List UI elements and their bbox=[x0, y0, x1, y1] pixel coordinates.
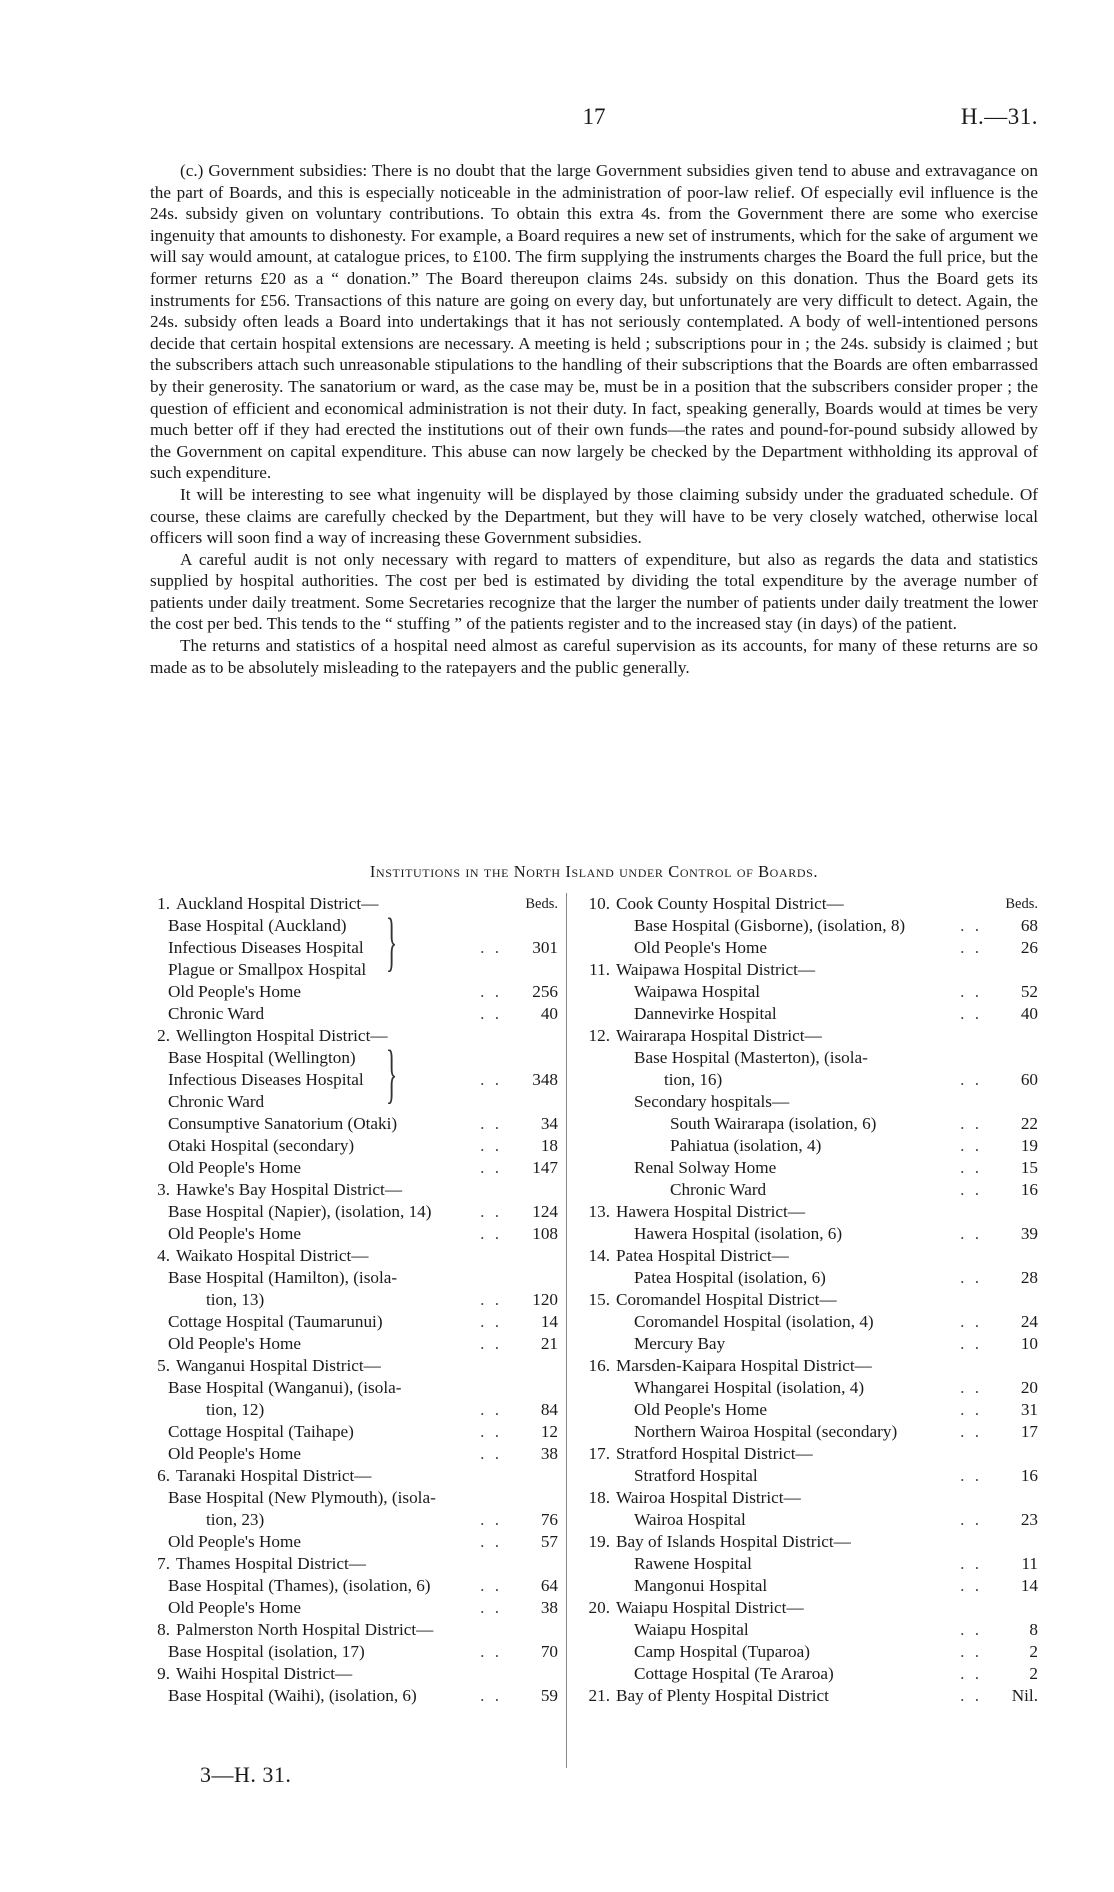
institution-row bbox=[140, 915, 558, 937]
institution-row bbox=[140, 1311, 558, 1333]
institution-row bbox=[580, 1575, 1038, 1597]
institution-name: Patea Hospital (isolation, 6) bbox=[634, 1268, 826, 1287]
bed-count: 12 bbox=[540, 1422, 558, 1441]
institution-name: Waiapu Hospital bbox=[634, 1620, 749, 1639]
district-number: 7. bbox=[157, 1554, 170, 1573]
bed-count: 19 bbox=[1020, 1136, 1038, 1155]
bed-count: 256 bbox=[532, 982, 558, 1001]
institution-name: Cottage Hospital (Te Araroa) bbox=[634, 1664, 834, 1683]
institution-row bbox=[580, 1047, 1038, 1069]
bed-count: 124 bbox=[532, 1202, 558, 1221]
institution-row bbox=[140, 1509, 558, 1531]
institution-row bbox=[580, 1223, 1038, 1245]
institution-row bbox=[140, 1223, 558, 1245]
institution-name: Old People's Home bbox=[634, 1400, 767, 1419]
institution-row bbox=[140, 1685, 558, 1707]
institution-name: Base Hospital (Gisborne), (isolation, 8) bbox=[634, 916, 906, 935]
district-name: Bay of Plenty Hospital District bbox=[616, 1686, 829, 1705]
grouping-brace: } bbox=[386, 905, 398, 978]
bed-count: 76 bbox=[540, 1510, 558, 1529]
leader-dots: . . bbox=[960, 1334, 982, 1353]
bed-count: 14 bbox=[540, 1312, 558, 1331]
leader-dots: . . bbox=[480, 1114, 502, 1133]
institution-name: Old People's Home bbox=[168, 1334, 301, 1353]
bed-count: 38 bbox=[540, 1598, 558, 1617]
district-name: Coromandel Hospital District— bbox=[616, 1290, 837, 1309]
paragraph: (c.) Government subsidies: There is no doubt that the large Government subsidies given tend to abuse and extravagance on the part of Boards, and this is especially noticeable in the administration of poor-law relief. Of especially evil influence is the 24s. subsidy given on voluntary contributions. To obtain this extra 4s. from the Government there are some who exercise ingenuity that amounts to dishonesty. For example, a Board requires a new set of instruments, which for the sake of argument we will say would amount, at catalogue prices, to £100. The firm supplying the instruments charges the Board the full price, but the former returns £20 as a “ donation.” The Board thereupon claims 24s. subsidy on this donation. Thus the Board gets its instruments for £56. Transactions of this nature are going on every day, but unfortunately are very difficult to detect. Again, the 24s. subsidy often leads a Board into undertakings that it has not seriously contemplated. A body of well-intentioned persons decide that certain hospital extensions are necessary. A meeting is held ; subscriptions pour in ; the 24s. subsidy is claimed ; but the subscribers attach such unreasonable stipulations to the handling of their subscriptions that the Boards are often embarrassed by their generosity. The sanatorium or ward, as the case may be, must be in a position that the subscribers consider proper ; the question of efficient and economical administration is not their duty. In fact, speaking generally, Boards would at times be very much better off if they had erected the institutions out of their own funds—the rates and pound-for-pound subsidy allowed by the Government on capital expenditure. This abuse can now largely be checked by the Department withholding its approval of such expenditure. bbox=[150, 161, 1038, 483]
district-number: 19. bbox=[588, 1532, 610, 1551]
institution-name: Stratford Hospital bbox=[634, 1466, 758, 1485]
leader-dots: . . bbox=[480, 1576, 502, 1595]
district-row bbox=[580, 893, 1038, 915]
bed-count: 17 bbox=[1020, 1422, 1038, 1441]
leader-dots: . . bbox=[960, 1004, 982, 1023]
bed-count: 14 bbox=[1020, 1576, 1038, 1595]
leader-dots: . . bbox=[480, 1598, 502, 1617]
paragraph: A careful audit is not only necessary with regard to matters of expenditure, but also as regards the data and statistics supplied by hospital authorities. The cost per bed is estimated by dividing the total expenditure by the average number of patients under daily treatment. Some Secretaries recognize that the larger the number of patients under daily treatment the lower the cost per bed. This tends to the “ stuffing ” of the patients register and to the increased stay (in days) of the patient. bbox=[150, 549, 1038, 634]
institution-row bbox=[140, 1157, 558, 1179]
institution-name: tion, 12) bbox=[206, 1400, 265, 1419]
district-name: Waikato Hospital District— bbox=[176, 1246, 369, 1265]
bed-count: 108 bbox=[532, 1224, 558, 1243]
institution-row bbox=[580, 1399, 1038, 1421]
institution-name: Cottage Hospital (Taihape) bbox=[168, 1422, 354, 1441]
district-row bbox=[580, 1685, 1038, 1707]
district-name: Stratford Hospital District— bbox=[616, 1444, 813, 1463]
institution-name: Old People's Home bbox=[634, 938, 767, 957]
institution-row bbox=[580, 1663, 1038, 1685]
leader-dots: . . bbox=[960, 1686, 982, 1705]
institution-name: Cottage Hospital (Taumarunui) bbox=[168, 1312, 383, 1331]
institution-row bbox=[140, 1091, 558, 1113]
leader-dots: . . bbox=[960, 1312, 982, 1331]
institution-name: Chronic Ward bbox=[168, 1092, 265, 1111]
institution-name: tion, 13) bbox=[206, 1290, 265, 1309]
district-row bbox=[140, 1245, 558, 1267]
district-number: 9. bbox=[157, 1664, 170, 1683]
district-name: Hawera Hospital District— bbox=[616, 1202, 806, 1221]
leader-dots: . . bbox=[960, 1664, 982, 1683]
institution-row bbox=[140, 1487, 558, 1509]
bed-count: 40 bbox=[1020, 1004, 1038, 1023]
district-number: 4. bbox=[157, 1246, 170, 1265]
institution-name: Mangonui Hospital bbox=[634, 1576, 768, 1595]
institution-name: Base Hospital (Masterton), (isola- bbox=[634, 1048, 868, 1067]
bed-count: 8 bbox=[1029, 1620, 1038, 1639]
bed-count: 348 bbox=[532, 1070, 558, 1089]
district-row bbox=[580, 959, 1038, 981]
leader-dots: . . bbox=[480, 982, 502, 1001]
institution-row bbox=[580, 1267, 1038, 1289]
district-row bbox=[580, 1355, 1038, 1377]
institution-row bbox=[580, 1465, 1038, 1487]
bed-count: 26 bbox=[1020, 938, 1038, 957]
institution-name: Coromandel Hospital (isolation, 4) bbox=[634, 1312, 874, 1331]
bed-count: 68 bbox=[1020, 916, 1038, 935]
institution-name: Old People's Home bbox=[168, 1444, 301, 1463]
district-name: Wanganui Hospital District— bbox=[176, 1356, 381, 1375]
bed-count: 2 bbox=[1029, 1642, 1038, 1661]
district-name: Hawke's Bay Hospital District— bbox=[176, 1180, 403, 1199]
paragraph: It will be interesting to see what ingenuity will be displayed by those claiming subsidy under the graduated schedule. Of course, these claims are carefully checked by the Department, but they will have to be very closely watched, otherwise local officers will soon find a way of increasing these Government subsidies. bbox=[150, 484, 1038, 548]
district-number: 12. bbox=[588, 1026, 610, 1045]
institution-row bbox=[140, 1069, 558, 1091]
bed-count: 39 bbox=[1020, 1224, 1038, 1243]
district-row bbox=[140, 1025, 558, 1047]
paragraph: The returns and statistics of a hospital need almost as careful supervision as its accounts, for many of these returns are so made as to be absolutely misleading to the ratepayers and the public generally. bbox=[150, 636, 1038, 677]
institution-name: Waipawa Hospital bbox=[634, 982, 761, 1001]
institution-name: Wairoa Hospital bbox=[634, 1510, 746, 1529]
institution-row bbox=[140, 1421, 558, 1443]
institution-row bbox=[580, 1421, 1038, 1443]
institution-row bbox=[140, 1267, 558, 1289]
district-row bbox=[140, 1179, 558, 1201]
district-number: 10. bbox=[588, 894, 610, 913]
institution-row bbox=[580, 981, 1038, 1003]
leader-dots: . . bbox=[960, 1642, 982, 1661]
district-row bbox=[140, 1619, 558, 1641]
institution-row bbox=[140, 1135, 558, 1157]
institution-name: Dannevirke Hospital bbox=[634, 1004, 777, 1023]
district-row bbox=[580, 1201, 1038, 1223]
leader-dots: . . bbox=[480, 1532, 502, 1551]
document-reference: H.—31. bbox=[960, 104, 1038, 129]
institution-row bbox=[580, 1509, 1038, 1531]
bed-count: 16 bbox=[1020, 1466, 1038, 1485]
bed-count: 15 bbox=[1020, 1158, 1038, 1177]
leader-dots: . . bbox=[960, 1378, 982, 1397]
bed-count: 64 bbox=[540, 1576, 558, 1595]
leader-dots: . . bbox=[960, 1510, 982, 1529]
leader-dots: . . bbox=[960, 938, 982, 957]
leader-dots: . . bbox=[480, 1400, 502, 1419]
district-number: 3. bbox=[157, 1180, 170, 1199]
district-number: 11. bbox=[589, 960, 610, 979]
institution-row bbox=[580, 1377, 1038, 1399]
leader-dots: . . bbox=[960, 1136, 982, 1155]
institution-row bbox=[580, 1311, 1038, 1333]
bed-count: 60 bbox=[1020, 1070, 1038, 1089]
district-name: Auckland Hospital District— bbox=[176, 894, 379, 913]
leader-dots: . . bbox=[480, 1642, 502, 1661]
leader-dots: . . bbox=[960, 1180, 982, 1199]
bed-count: 120 bbox=[532, 1290, 558, 1309]
district-number: 14. bbox=[588, 1246, 610, 1265]
institution-name: Base Hospital (Napier), (isolation, 14) bbox=[168, 1202, 432, 1221]
district-row bbox=[580, 1597, 1038, 1619]
district-number: 20. bbox=[588, 1598, 610, 1617]
institution-row bbox=[140, 1531, 558, 1553]
district-row bbox=[580, 1289, 1038, 1311]
bed-count: Nil. bbox=[1011, 1686, 1038, 1705]
district-name: Palmerston North Hospital District— bbox=[176, 1620, 434, 1639]
district-row bbox=[580, 1245, 1038, 1267]
bed-count: 20 bbox=[1020, 1378, 1038, 1397]
institution-name: Base Hospital (Hamilton), (isola- bbox=[168, 1268, 398, 1287]
district-row bbox=[580, 1025, 1038, 1047]
district-row bbox=[140, 1553, 558, 1575]
district-name: Bay of Islands Hospital District— bbox=[616, 1532, 851, 1551]
bed-count: 24 bbox=[1020, 1312, 1038, 1331]
leader-dots: . . bbox=[960, 1268, 982, 1287]
institution-row bbox=[140, 937, 558, 959]
district-name: Thames Hospital District— bbox=[176, 1554, 366, 1573]
district-number: 17. bbox=[588, 1444, 610, 1463]
bed-count: 11 bbox=[1021, 1554, 1038, 1573]
institution-row bbox=[140, 1377, 558, 1399]
institution-name: Old People's Home bbox=[168, 1224, 301, 1243]
district-number: 13. bbox=[588, 1202, 610, 1221]
institution-row bbox=[580, 1113, 1038, 1135]
leader-dots: . . bbox=[480, 1422, 502, 1441]
institution-name: Chronic Ward bbox=[670, 1180, 767, 1199]
district-name: Waihi Hospital District— bbox=[176, 1664, 353, 1683]
leader-dots: . . bbox=[960, 1070, 982, 1089]
institution-name: Rawene Hospital bbox=[634, 1554, 752, 1573]
bed-count: 38 bbox=[540, 1444, 558, 1463]
institution-row bbox=[140, 959, 558, 981]
footer-reference: 3—H. 31. bbox=[200, 1762, 292, 1787]
institution-name: Base Hospital (Waihi), (isolation, 6) bbox=[168, 1686, 417, 1705]
district-name: Cook County Hospital District— bbox=[616, 894, 844, 913]
district-number: 5. bbox=[157, 1356, 170, 1375]
bed-count: 34 bbox=[540, 1114, 558, 1133]
leader-dots: . . bbox=[960, 1576, 982, 1595]
institution-name: tion, 16) bbox=[664, 1070, 723, 1089]
bed-count: 28 bbox=[1020, 1268, 1038, 1287]
institution-row bbox=[140, 1113, 558, 1135]
institution-name: Chronic Ward bbox=[168, 1004, 265, 1023]
bed-count: 22 bbox=[1020, 1114, 1038, 1133]
institution-name: Base Hospital (isolation, 17) bbox=[168, 1642, 365, 1661]
institution-name: Infectious Diseases Hospital bbox=[168, 1070, 364, 1089]
bed-count: 57 bbox=[540, 1532, 558, 1551]
institution-row bbox=[580, 1179, 1038, 1201]
institution-name: Infectious Diseases Hospital bbox=[168, 938, 364, 957]
institution-name: tion, 23) bbox=[206, 1510, 265, 1529]
bed-count: 16 bbox=[1020, 1180, 1038, 1199]
bed-count: 10 bbox=[1020, 1334, 1038, 1353]
district-number: 15. bbox=[588, 1290, 610, 1309]
institution-name: Base Hospital (New Plymouth), (isola- bbox=[168, 1488, 436, 1507]
leader-dots: . . bbox=[480, 1312, 502, 1331]
leader-dots: . . bbox=[480, 1202, 502, 1221]
leader-dots: . . bbox=[480, 1290, 502, 1309]
leader-dots: . . bbox=[480, 1004, 502, 1023]
institution-name: Whangarei Hospital (isolation, 4) bbox=[634, 1378, 865, 1397]
district-row bbox=[140, 1663, 558, 1685]
institution-name: Old People's Home bbox=[168, 1158, 301, 1177]
leader-dots: . . bbox=[480, 938, 502, 957]
district-row bbox=[580, 1443, 1038, 1465]
district-number: 8. bbox=[157, 1620, 170, 1639]
institution-row bbox=[140, 1641, 558, 1663]
page-header bbox=[150, 104, 1038, 138]
institution-row bbox=[580, 1333, 1038, 1355]
institution-row bbox=[140, 1399, 558, 1421]
district-name: Waipawa Hospital District— bbox=[616, 960, 816, 979]
institution-name: Base Hospital (Wellington) bbox=[168, 1048, 356, 1067]
grouping-brace: } bbox=[386, 1037, 398, 1110]
leader-dots: . . bbox=[960, 1224, 982, 1243]
district-name: Waiapu Hospital District— bbox=[616, 1598, 804, 1617]
district-number: 2. bbox=[157, 1026, 170, 1045]
institution-name: Old People's Home bbox=[168, 1532, 301, 1551]
bed-count: 18 bbox=[540, 1136, 558, 1155]
bed-count: 31 bbox=[1020, 1400, 1038, 1419]
leader-dots: . . bbox=[480, 1158, 502, 1177]
institution-name: Northern Wairoa Hospital (secondary) bbox=[634, 1422, 898, 1441]
district-row bbox=[580, 1487, 1038, 1509]
district-name: Marsden-Kaipara Hospital District— bbox=[616, 1356, 872, 1375]
institution-row bbox=[140, 1333, 558, 1355]
beds-column-header: Beds. bbox=[525, 896, 558, 912]
leader-dots: . . bbox=[960, 1554, 982, 1573]
institution-row bbox=[580, 937, 1038, 959]
district-name: Wairoa Hospital District— bbox=[616, 1488, 801, 1507]
bed-count: 70 bbox=[540, 1642, 558, 1661]
institution-row bbox=[580, 1003, 1038, 1025]
institution-row bbox=[140, 1201, 558, 1223]
leader-dots: . . bbox=[960, 1422, 982, 1441]
district-row bbox=[140, 1465, 558, 1487]
leader-dots: . . bbox=[480, 1510, 502, 1529]
institution-name: Base Hospital (Wanganui), (isola- bbox=[168, 1378, 402, 1397]
district-row bbox=[140, 893, 558, 915]
leader-dots: . . bbox=[480, 1334, 502, 1353]
district-name: Taranaki Hospital District— bbox=[176, 1466, 372, 1485]
institution-name: Old People's Home bbox=[168, 1598, 301, 1617]
institution-row bbox=[580, 1069, 1038, 1091]
leader-dots: . . bbox=[480, 1136, 502, 1155]
bed-count: 40 bbox=[540, 1004, 558, 1023]
district-row bbox=[140, 1355, 558, 1377]
district-number: 18. bbox=[588, 1488, 610, 1507]
institution-name: Pahiatua (isolation, 4) bbox=[670, 1136, 822, 1155]
institution-row bbox=[140, 1575, 558, 1597]
bed-count: 147 bbox=[532, 1158, 558, 1177]
leader-dots: . . bbox=[480, 1070, 502, 1089]
institution-name: Hawera Hospital (isolation, 6) bbox=[634, 1224, 843, 1243]
district-number: 21. bbox=[588, 1686, 610, 1705]
leader-dots: . . bbox=[960, 982, 982, 1001]
leader-dots: . . bbox=[480, 1444, 502, 1463]
institution-row bbox=[580, 1619, 1038, 1641]
institution-name: Otaki Hospital (secondary) bbox=[168, 1136, 355, 1155]
bed-count: 84 bbox=[540, 1400, 558, 1419]
institution-row bbox=[140, 1289, 558, 1311]
leader-dots: . . bbox=[960, 1158, 982, 1177]
institution-name: Base Hospital (Auckland) bbox=[168, 916, 347, 935]
body-text bbox=[150, 160, 1038, 678]
column-divider bbox=[566, 893, 567, 1768]
institution-row bbox=[580, 1135, 1038, 1157]
institution-name: Consumptive Sanatorium (Otaki) bbox=[168, 1114, 398, 1133]
bed-count: 301 bbox=[532, 938, 558, 957]
institution-name: Plague or Smallpox Hospital bbox=[168, 960, 367, 979]
district-name: Wairarapa Hospital District— bbox=[616, 1026, 822, 1045]
leader-dots: . . bbox=[960, 1400, 982, 1419]
leader-dots: . . bbox=[960, 916, 982, 935]
district-number: 6. bbox=[157, 1466, 170, 1485]
institution-row bbox=[140, 981, 558, 1003]
institution-name: Mercury Bay bbox=[634, 1334, 726, 1353]
leader-dots: . . bbox=[960, 1620, 982, 1639]
bed-count: 52 bbox=[1020, 982, 1038, 1001]
district-row bbox=[580, 1531, 1038, 1553]
institution-row bbox=[580, 1157, 1038, 1179]
district-number: 1. bbox=[157, 894, 170, 913]
institution-name: Renal Solway Home bbox=[634, 1158, 777, 1177]
institution-name: Camp Hospital (Tuparoa) bbox=[634, 1642, 810, 1661]
district-number: 16. bbox=[588, 1356, 610, 1375]
institution-row bbox=[580, 1553, 1038, 1575]
institution-row bbox=[580, 1091, 1038, 1113]
bed-count: 23 bbox=[1020, 1510, 1038, 1529]
institution-row bbox=[140, 1597, 558, 1619]
beds-column-header: Beds. bbox=[1005, 896, 1038, 912]
institution-name: Old People's Home bbox=[168, 982, 301, 1001]
leader-dots: . . bbox=[960, 1466, 982, 1485]
leader-dots: . . bbox=[960, 1114, 982, 1133]
bed-count: 59 bbox=[540, 1686, 558, 1705]
bed-count: 2 bbox=[1029, 1664, 1038, 1683]
institution-name: South Wairarapa (isolation, 6) bbox=[670, 1114, 877, 1133]
district-name: Wellington Hospital District— bbox=[176, 1026, 388, 1045]
bed-count: 21 bbox=[540, 1334, 558, 1353]
page-number: 17 bbox=[582, 104, 606, 129]
institution-name: Secondary hospitals— bbox=[634, 1092, 790, 1111]
table-title: Institutions in the North Island under Control of Boards. bbox=[369, 862, 819, 881]
institution-row bbox=[580, 915, 1038, 937]
district-name: Patea Hospital District— bbox=[616, 1246, 789, 1265]
institution-row bbox=[140, 1047, 558, 1069]
institution-row bbox=[580, 1641, 1038, 1663]
leader-dots: . . bbox=[480, 1224, 502, 1243]
institution-name: Base Hospital (Thames), (isolation, 6) bbox=[168, 1576, 431, 1595]
institution-row bbox=[140, 1003, 558, 1025]
institution-row bbox=[140, 1443, 558, 1465]
leader-dots: . . bbox=[480, 1686, 502, 1705]
